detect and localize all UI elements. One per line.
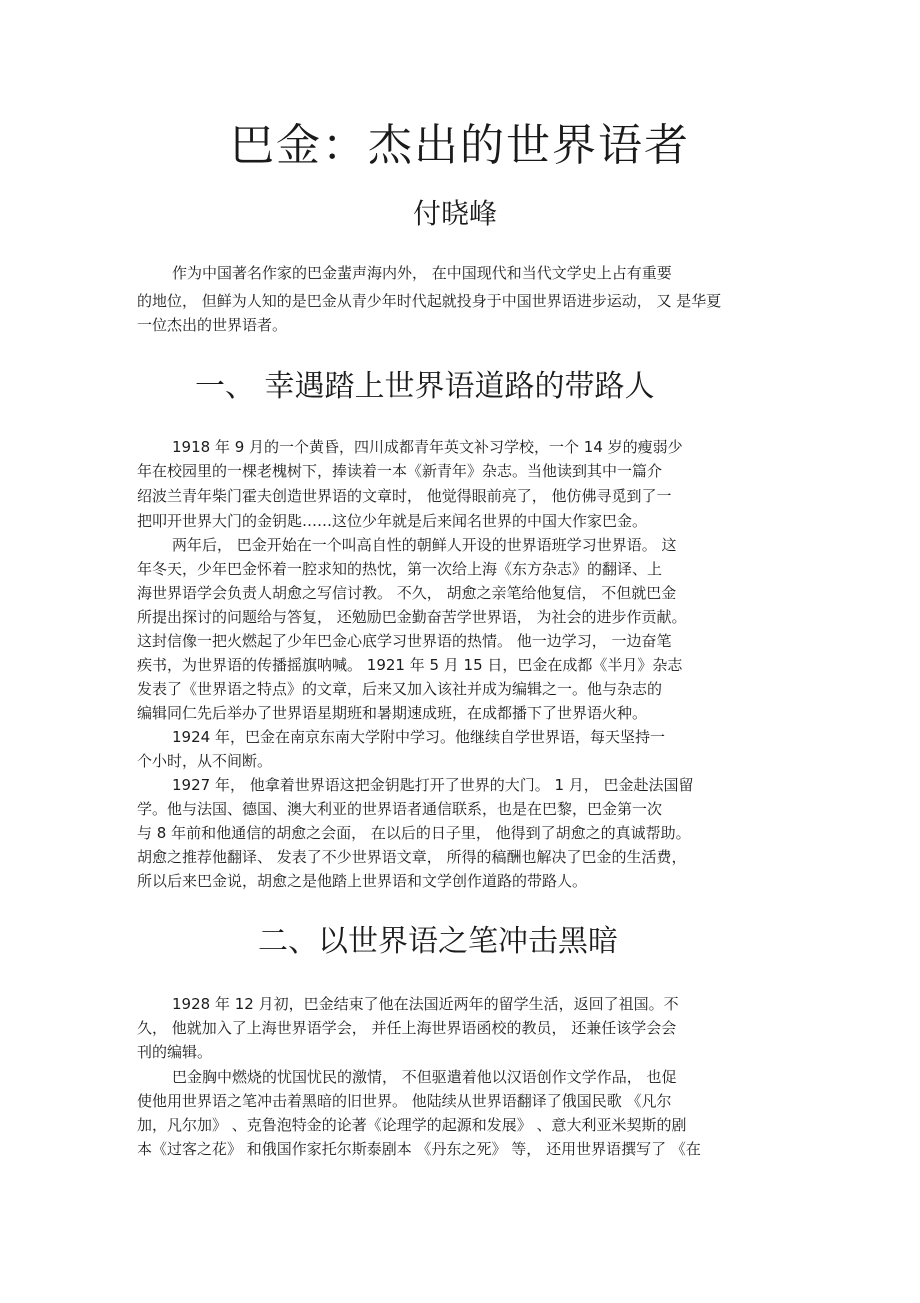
body-line: 绍波兰青年柴门霍夫创造世界语的文章时， 他觉得眼前亮了， 他仿佛寻觅到了一	[137, 487, 672, 505]
document-author: 付晓峰	[412, 197, 497, 230]
body-line: 与 8 年前和他通信的胡愈之会面， 在以后的日子里， 他得到了胡愈之的真诚帮助。	[137, 824, 691, 842]
body-line: 1924 年，巴金在南京东南大学附中学习。他继续自学世界语，每天坚持一	[172, 728, 665, 746]
body-line: 这封信像一把火燃起了少年巴金心底学习世界语的热情。 他一边学习， 一边奋笔	[137, 632, 672, 650]
body-line: 刊的编辑。	[137, 1043, 213, 1061]
section-heading: 一、 幸遇踏上世界语道路的带路人	[195, 369, 655, 404]
body-line: 发表了《世界语之特点》的文章，后来又加入该社并成为编辑之一。他与杂志的	[137, 680, 663, 698]
body-line: 1928 年 12 月初，巴金结束了他在法国近两年的留学生活，返回了祖国。不	[172, 995, 679, 1013]
body-line: 所以后来巴金说，胡愈之是他踏上世界语和文学创作道路的带路人。	[137, 872, 588, 890]
body-line: 久， 他就加入了上海世界语学会， 并任上海世界语函校的教员， 还兼任该学会会	[137, 1019, 677, 1037]
intro-line: 一位杰出的世界语者。	[137, 316, 288, 334]
body-line: 编辑同仁先后举办了世界语星期班和暑期速成班，在成都播下了世界语火种。	[137, 704, 648, 722]
body-line: 海世界语学会负责人胡愈之写信讨教。 不久， 胡愈之亲笔给他复信， 不但就巴金	[137, 584, 677, 602]
intro-line: 作为中国著名作家的巴金蜚声海内外， 在中国现代和当代文学史上占有重要	[172, 264, 672, 282]
body-line: 学。他与法国、德国、澳大利亚的世界语者通信联系，也是在巴黎，巴金第一次	[137, 800, 663, 818]
body-line: 使他用世界语之笔冲击着黑暗的旧世界。 他陆续从世界语翻译了俄国民歌 《凡尔	[137, 1092, 672, 1110]
body-line: 所提出探讨的问题给与答复， 还勉励巴金勤奋苦学世界语， 为社会的进步作贡献。	[137, 608, 687, 626]
document-title: 巴金：杰出的世界语者	[230, 120, 690, 171]
section-heading: 二、以世界语之笔冲击黑暗	[258, 924, 618, 959]
body-line: 加，凡尔加》 、克鲁泡特金的论著《论理学的起源和发展》 、意大利亚米契斯的剧	[137, 1116, 687, 1134]
body-line: 把叩开世界大门的金钥匙……这位少年就是后来闻名世界的中国大作家巴金。	[137, 512, 648, 530]
body-line: 年在校园里的一棵老槐树下，捧读着一本《新青年》杂志。当他读到其中一篇介	[137, 462, 663, 480]
body-line: 个小时，从不间断。	[137, 752, 273, 770]
body-line: 巴金胸中燃烧的忧国忧民的激情， 不但驱遣着他以汉语创作文学作品， 也促	[172, 1068, 677, 1086]
body-line: 1927 年， 他拿着世界语这把金钥匙打开了世界的大门。 1 月， 巴金赴法国留	[172, 776, 694, 794]
body-line: 年冬天，少年巴金怀着一腔求知的热忱，第一次给上海《东方杂志》的翻译、上	[137, 560, 663, 578]
body-line: 本《过客之花》 和俄国作家托尔斯泰剧本 《丹东之死》 等， 还用世界语撰写了 《在	[137, 1140, 701, 1158]
body-line: 两年后， 巴金开始在一个叫高自性的朝鲜人开设的世界语班学习世界语。 这	[172, 536, 677, 554]
body-line: 1918 年 9 月的一个黄昏，四川成都青年英文补习学校，一个 14 岁的瘦弱少	[172, 438, 683, 456]
body-line: 胡愈之推荐他翻译、 发表了不少世界语文章， 所得的稿酬也解决了巴金的生活费，	[137, 848, 687, 866]
intro-line: 的地位， 但鲜为人知的是巴金从青少年时代起就投身于中国世界语进步运动， 又 是华夏	[137, 292, 722, 310]
body-line: 疾书，为世界语的传播摇旗呐喊。 1921 年 5 月 15 日，巴金在成都《半月》杂志	[137, 656, 683, 674]
